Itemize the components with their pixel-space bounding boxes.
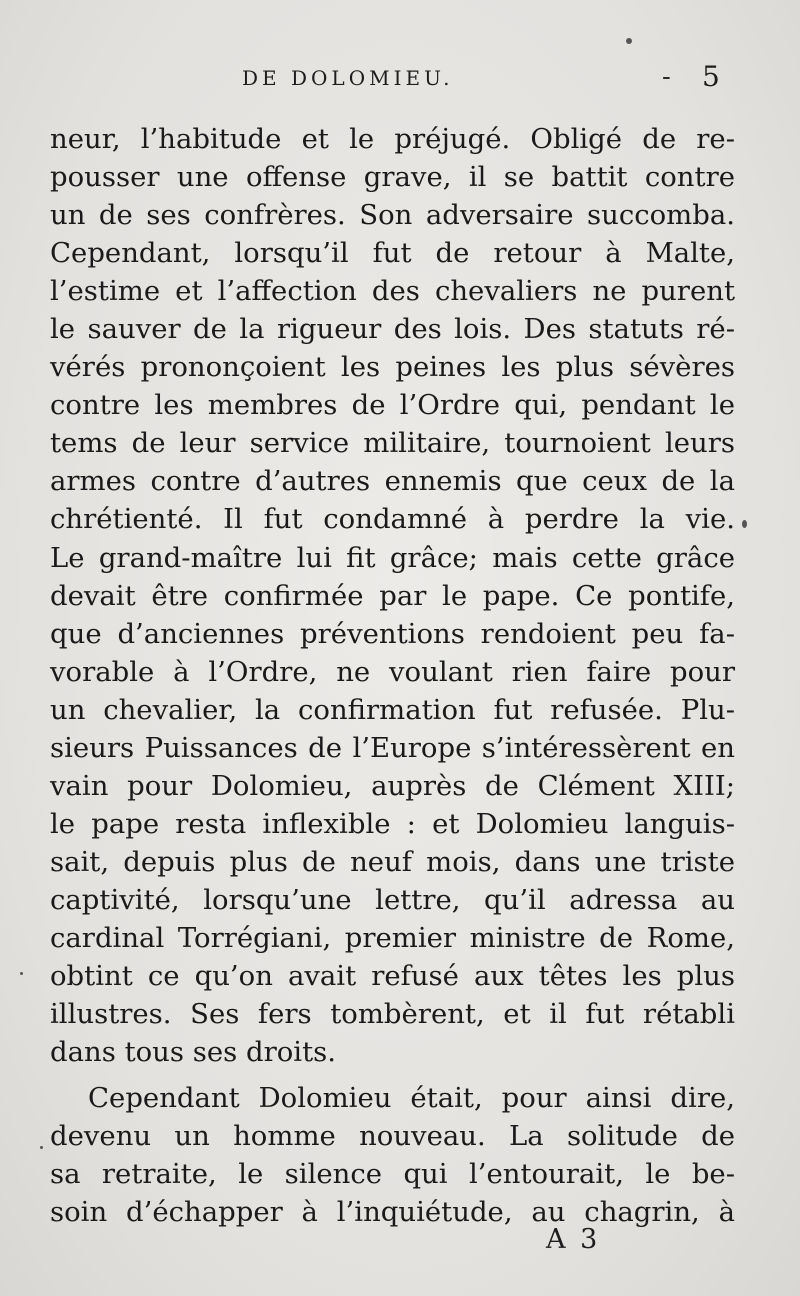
text-line: soin d’échapper à l’inquiétude, au chagrin, à [50,1196,735,1229]
ink-speck [742,520,747,528]
body-text [50,120,735,1231]
header-dash: - [662,62,671,92]
text-line: cardinal Torrégiani, premier ministre de Rome, [50,921,735,954]
text-line: un de ses confrères. Son adversaire succomba. [50,199,735,232]
text-line: Cependant Dolomieu était, pour ainsi dire, [88,1082,735,1115]
ink-speck [20,972,23,975]
text-line: sieurs Puissances de l’Europe s’intéressèrent en [50,731,735,764]
text-line: le pape resta inflexible : et Dolomieu languis- [50,807,735,840]
text-line: dans tous ses droits. [50,1036,336,1069]
ink-speck [626,38,632,44]
text-line: sait, depuis plus de neuf mois, dans une triste [50,845,735,878]
text-line: armes contre d’autres ennemis que ceux de la [50,465,735,498]
text-line: captivité, lorsqu’une lettre, qu’il adressa au [50,883,735,916]
text-line: devait être confirmée par le pape. Ce pontife, [50,579,735,612]
text-line: tems de leur service militaire, tournoient leurs [50,427,735,460]
text-line: pousser une offense grave, il se battit contre [50,161,735,194]
ink-speck [40,1146,43,1149]
paragraph-2 [50,1079,735,1231]
page-number: 5 [702,60,720,93]
text-line: le sauver de la rigueur des lois. Des statuts ré- [50,313,735,346]
text-line: chrétienté. Il fut condamné à perdre la vie. [50,503,735,536]
paragraph-1 [50,120,735,1071]
text-line: Cependant, lorsqu’il fut de retour à Malte, [50,237,735,270]
text-line: contre les membres de l’Ordre qui, pendant le [50,389,735,422]
text-line: neur, l’habitude et le préjugé. Obligé de re- [50,123,735,155]
text-line: l’estime et l’affection des chevaliers ne purent [50,275,735,308]
text-line: Le grand-maître lui fit grâce; mais cette grâce [50,541,735,574]
text-line: illustres. Ses fers tombèrent, et il fut rétabli [50,998,735,1031]
text-line: un chevalier, la confirmation fut refusée. Plu- [50,693,735,726]
text-line: vorable à l’Ordre, ne voulant rien faire pour [50,655,735,688]
text-line: obtint ce qu’on avait refusé aux têtes les plus [50,960,735,993]
signature-mark: A 3 [546,1224,601,1255]
text-line: vain pour Dolomieu, auprès de Clément XIII; [50,769,735,802]
text-line: que d’anciennes préventions rendoient peu fa- [50,617,735,650]
text-line: sa retraite, le silence qui l’entourait, le be- [50,1158,735,1191]
paragraph-gap [50,1071,735,1079]
running-head: DE DOLOMIEU. [242,66,454,90]
text-line: devenu un homme nouveau. La solitude de [50,1120,735,1153]
text-line: vérés prononçoient les peines les plus sévères [50,351,735,384]
